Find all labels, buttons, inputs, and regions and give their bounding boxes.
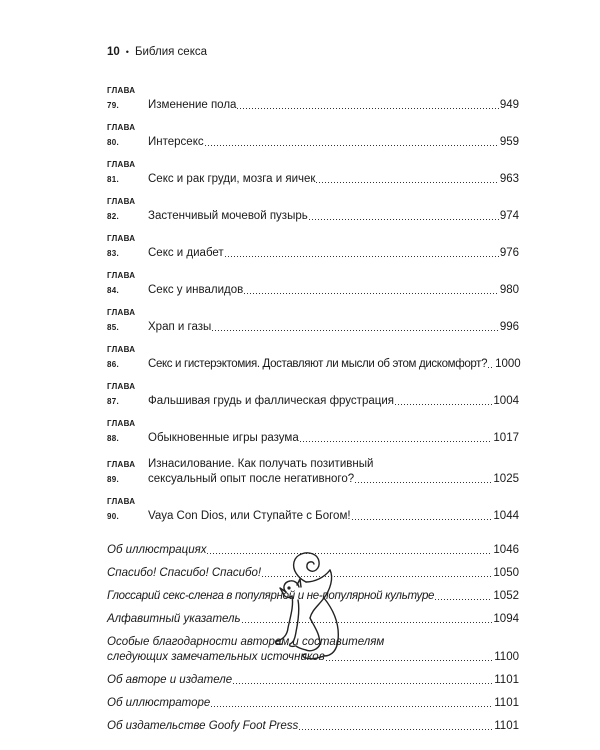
chapter-label: ГЛАВА 90. [107, 497, 136, 521]
toc-entry-chapter-79[interactable] [107, 81, 519, 113]
page-ref: 1101 [494, 720, 519, 732]
section-title: Об иллюстраторе [107, 697, 211, 709]
section-title-line-1: Особые благодарности авторам и составителям [107, 636, 385, 648]
dot-leader [300, 441, 493, 442]
page-ref: 996 [499, 321, 519, 333]
dot-leader [316, 182, 498, 183]
chapter-title: Секс и рак груди, мозга и яичек [148, 173, 316, 185]
toc-entry-about-author[interactable] [107, 673, 519, 688]
page-ref: 1044 [493, 510, 519, 522]
chapter-title: Изменение пола [148, 99, 237, 111]
toc-entry-about-illustrator[interactable] [107, 696, 519, 711]
chapter-label: ГЛАВА 86. [107, 345, 136, 369]
chapter-title-line-1: Изнасилование. Как получать позитивный [148, 458, 374, 470]
chapter-label: ГЛАВА 82. [107, 197, 136, 221]
toc-entry-chapter-82[interactable] [107, 192, 519, 224]
book-title: Библия секса [134, 46, 208, 58]
chapter-label: ГЛАВА 79. [107, 86, 136, 110]
chapter-label: ГЛАВА 80. [107, 123, 136, 147]
dot-leader [395, 404, 492, 405]
toc-entry-chapter-81[interactable] [107, 155, 519, 187]
toc-entry-chapter-89[interactable] [107, 455, 519, 487]
chapter-title-line-2: сексуальный опыт после негативного? [148, 473, 355, 485]
chapter-title: Интерсекс [148, 136, 204, 148]
dot-leader [326, 660, 494, 661]
chapter-label: ГЛАВА 84. [107, 271, 136, 295]
dot-leader [237, 108, 498, 109]
page-ref: 1025 [493, 473, 519, 485]
page-ref: 1052 [493, 590, 519, 602]
section-title: Об издательстве Goofy Foot Press [107, 720, 299, 732]
page-ref: 1094 [493, 613, 519, 625]
page-ref: 1046 [493, 544, 519, 556]
page-ref: 1000 [495, 358, 521, 370]
chapter-title: Секс и гистерэктомия. Доставляют ли мысли об этом дискомфорт? [148, 358, 488, 370]
dot-leader [299, 729, 493, 730]
page-ref: 959 [499, 136, 519, 148]
page-ref: 1050 [493, 567, 519, 579]
dot-leader [488, 367, 494, 368]
chapter-title: Секс и диабет [148, 247, 224, 259]
dot-leader [309, 219, 499, 220]
toc-entry-chapter-85[interactable] [107, 303, 519, 335]
dot-leader [355, 482, 492, 483]
header-separator: • [125, 47, 129, 57]
cat-mascot-icon [268, 548, 348, 670]
toc-entry-chapter-84[interactable] [107, 266, 519, 298]
chapter-title: Застенчивый мочевой пузырь [148, 210, 308, 222]
section-title: Алфавитный указатель [107, 613, 241, 625]
page-ref: 963 [499, 173, 519, 185]
toc-entry-chapter-86[interactable] [107, 340, 519, 372]
toc-entry-about-publisher[interactable] [107, 719, 519, 734]
section-title: Глоссарий секс-сленга в популярной и не-популярной культуре [107, 590, 435, 602]
chapter-title: Фальшивая грудь и фаллическая фрустрация [148, 395, 394, 407]
chapter-label: ГЛАВА 81. [107, 160, 136, 184]
dot-leader [352, 519, 493, 520]
page-ref: 1100 [494, 651, 519, 663]
dot-leader [233, 683, 493, 684]
page-ref: 1101 [494, 697, 519, 709]
page-number: 10 [107, 46, 120, 58]
dot-leader [211, 706, 493, 707]
chapter-title: Секс у инвалидов [148, 284, 244, 296]
section-title-line-2: следующих замечательных источников [107, 651, 325, 663]
chapter-label: ГЛАВА 89. [107, 460, 136, 484]
chapter-title: Обыкновенные игры разума [148, 432, 299, 444]
dot-leader [435, 599, 492, 600]
page-ref: 949 [499, 99, 519, 111]
section-title: Спасибо! Спасибо! Спасибо! [107, 567, 262, 579]
chapter-label: ГЛАВА 83. [107, 234, 136, 258]
chapter-title: Храп и газы [148, 321, 212, 333]
page-ref: 974 [499, 210, 519, 222]
dot-leader [207, 553, 492, 554]
running-header [107, 46, 207, 58]
page-ref: 980 [499, 284, 519, 296]
dot-leader [205, 145, 499, 146]
toc-entry-chapter-88[interactable] [107, 414, 519, 446]
section-title: Об авторе и издателе [107, 674, 233, 686]
chapter-title: Vaya Con Dios, или Ступайте с Богом! [148, 510, 351, 522]
page-ref: 1004 [493, 395, 519, 407]
chapter-label: ГЛАВА 88. [107, 419, 136, 443]
dot-leader [212, 330, 499, 331]
dot-leader [225, 256, 499, 257]
toc-entry-chapter-87[interactable] [107, 377, 519, 409]
dot-leader [244, 293, 499, 294]
toc-entry-chapter-80[interactable] [107, 118, 519, 150]
toc-entry-chapter-83[interactable] [107, 229, 519, 261]
section-title: Об иллюстрациях [107, 544, 207, 556]
chapter-label: ГЛАВА 87. [107, 382, 136, 406]
page-ref: 976 [499, 247, 519, 259]
page-ref: 1101 [494, 674, 519, 686]
toc-entry-chapter-90[interactable] [107, 492, 519, 524]
chapter-label: ГЛАВА 85. [107, 308, 136, 332]
page-ref: 1017 [493, 432, 519, 444]
